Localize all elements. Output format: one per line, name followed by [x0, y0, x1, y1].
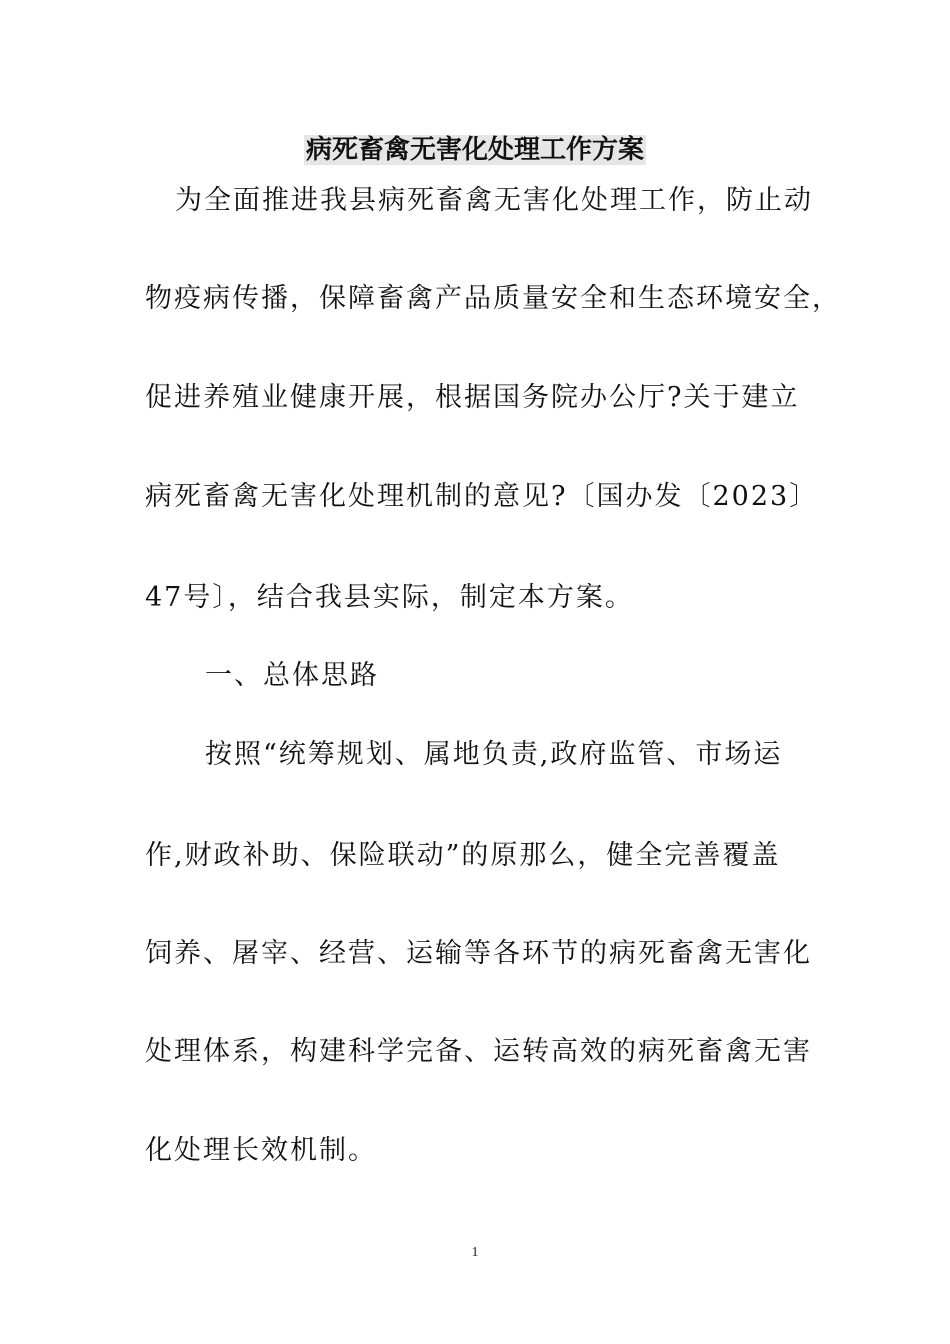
body-line-4: 病死畜禽无害化处理机制的意见?〔国办发〔2023〕	[145, 481, 819, 512]
body-line-9: 处理体系，构建科学完备、运转高效的病死畜禽无害	[145, 1036, 812, 1067]
body-line-1: 为全面推进我县病死畜禽无害化处理工作，防止动	[175, 185, 813, 216]
body-line-5: 47号〕，结合我县实际，制定本方案。	[145, 582, 634, 613]
section-heading-1: 一、总体思路	[205, 660, 379, 691]
body-line-3: 促进养殖业健康开展，根据国务院办公厅?关于建立	[145, 382, 800, 413]
document-title-text: 病死畜禽无害化处理工作方案	[305, 135, 644, 165]
body-line-7: 作,财政补助、保险联动”的原那么，健全完善覆盖	[145, 840, 781, 871]
body-line-6: 按照“统筹规划、属地负责,政府监管、市场运	[205, 739, 783, 770]
body-line-8: 饲养、屠宰、经营、运输等各环节的病死畜禽无害化	[145, 938, 812, 969]
body-line-2: 物疫病传播，保障畜禽产品质量安全和生态环境安全，	[145, 283, 841, 314]
page-number: 1	[471, 1245, 479, 1260]
body-line-10: 化处理长效机制。	[145, 1135, 377, 1166]
document-title	[0, 130, 950, 170]
